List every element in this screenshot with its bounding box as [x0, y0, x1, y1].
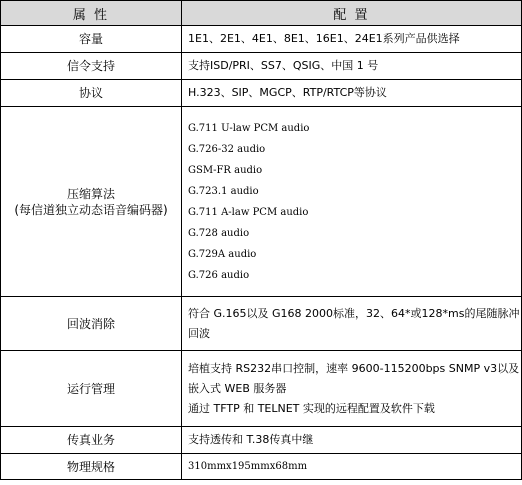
management-line2: 通过 TFTP 和 TELNET 实现的远程配置及软件下载 [188, 401, 435, 415]
fax-name: 传真业务 [1, 427, 182, 454]
row-signaling [1, 53, 522, 80]
codec-item: G.726-32 audio [188, 143, 266, 155]
codec-item: G.729A audio [188, 248, 257, 260]
protocol-name: 协议 [1, 80, 182, 107]
codec-list [188, 118, 521, 286]
protocol-value: H.323、SIP、MGCP、RTP/RTCP等协议 [182, 80, 522, 107]
codec-name-cell [1, 107, 182, 297]
codec-subname: (每信道独立动态语音编码器) [14, 202, 168, 217]
echo-value-cell [182, 297, 522, 351]
header-attribute: 属 性 [1, 1, 182, 26]
header-config: 配 置 [182, 1, 522, 26]
echo-name: 回波消除 [1, 297, 182, 351]
codec-item: G.726 audio [188, 269, 250, 281]
codec-item: GSM-FR audio [188, 164, 263, 176]
codec-name: 压缩算法 [66, 186, 115, 201]
capacity-value: 1E1、2E1、4E1、8E1、16E1、24E1系列产品供选择 [182, 26, 522, 53]
management-line1: 培植支持 RS232串口控制，速率 9600-115200bps SNMP v3以及嵌入式 WEB 服务器 [188, 361, 520, 395]
codec-item: G.728 audio [188, 227, 250, 239]
physical-value: 310mmx195mmx68mm [182, 454, 522, 480]
row-fax [1, 427, 522, 454]
header-row [1, 1, 522, 26]
row-management [1, 351, 522, 427]
signaling-name: 信令支持 [1, 53, 182, 80]
signaling-value: 支持ISD/PRI、SS7、QSIG、中国 1 号 [182, 53, 522, 80]
codec-item: G.711 A-law PCM audio [188, 206, 309, 218]
fax-value: 支持透传和 T.38传真中继 [182, 427, 522, 454]
physical-name: 物理规格 [1, 454, 182, 480]
row-codec [1, 107, 522, 297]
codec-value-cell [182, 107, 522, 297]
row-physical [1, 454, 522, 480]
management-name: 运行管理 [1, 351, 182, 427]
management-value-cell [182, 351, 522, 427]
row-echo [1, 297, 522, 351]
codec-item: G.711 U-law PCM audio [188, 122, 310, 134]
row-protocol [1, 80, 522, 107]
row-capacity [1, 26, 522, 53]
echo-value: 符合 G.165以及 G168 2000标准，32、64*或128*ms的尾随脉冲回波 [188, 306, 520, 340]
capacity-name: 容量 [1, 26, 182, 53]
codec-item: G.723.1 audio [188, 185, 259, 197]
